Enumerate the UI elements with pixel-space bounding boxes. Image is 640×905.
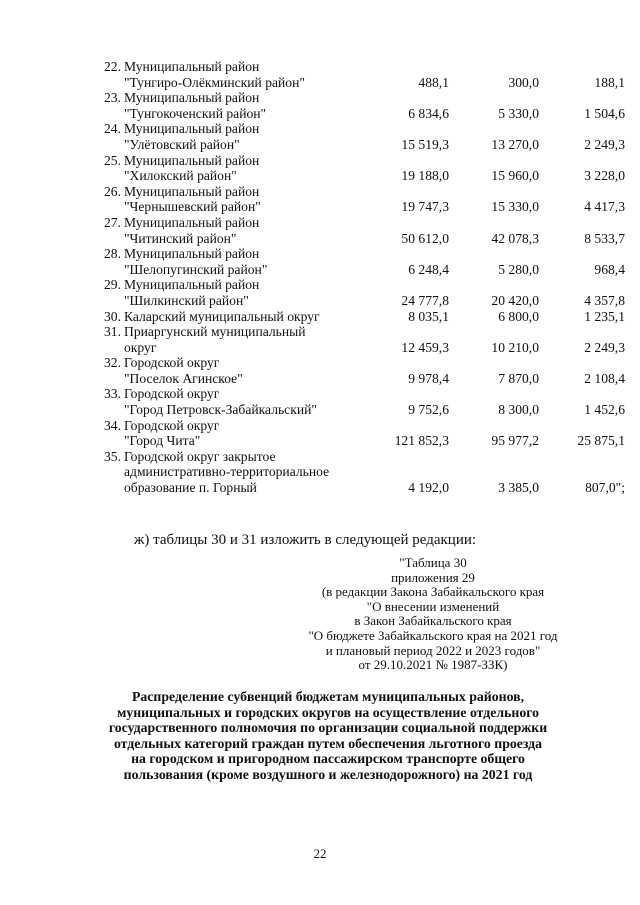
row-number: 30. (104, 308, 121, 324)
amendment-intro: ж) таблицы 30 и 31 изложить в следующей редакции: (134, 532, 477, 548)
table-row (96, 246, 625, 277)
row-value-2: 7 870,0 (498, 370, 539, 386)
page-number: 22 (313, 846, 327, 861)
row-value-2: 20 420,0 (491, 292, 539, 308)
table-row (96, 153, 625, 184)
row-value-1: 19 747,3 (401, 199, 449, 215)
row-number: 31. (104, 324, 121, 340)
heading-line: муниципальных и городских округов на осуществление отдельного (116, 704, 540, 720)
table-row (96, 309, 625, 325)
row-name: Муниципальный район "Шилкинский район" (124, 277, 260, 308)
row-value-3: 4 417,3 (584, 199, 625, 215)
row-value-3: 1 452,6 (584, 402, 625, 418)
row-value-2: 6 800,0 (498, 308, 539, 324)
row-name: Муниципальный район "Тунгиро-Олёкминский район" (124, 59, 305, 90)
row-value-2: 15 330,0 (491, 199, 539, 215)
table-row (96, 184, 625, 215)
row-number: 23. (104, 90, 121, 106)
caption-line: (в редакции Закона Забайкальского края (321, 584, 545, 600)
row-name: Муниципальный район "Чернышевский район" (124, 183, 261, 215)
row-value-1: 9 978,4 (408, 370, 449, 386)
row-value-2: 5 330,0 (498, 105, 539, 121)
row-value-1: 15 519,3 (401, 136, 449, 152)
row-number: 32. (104, 355, 121, 371)
table-row (96, 215, 625, 246)
row-number: 25. (104, 152, 121, 168)
row-name: Городской округ "Город Чита" (124, 417, 220, 449)
row-number: 34. (104, 417, 121, 433)
row-name: Муниципальный район "Тунгокоченский район" (124, 90, 267, 121)
row-value-2: 300,0 (508, 74, 539, 90)
caption-line: "О внесении изменений (366, 598, 500, 614)
row-value-1: 9 752,6 (408, 402, 449, 418)
row-value-3: 188,1 (594, 74, 625, 90)
row-number: 28. (104, 246, 121, 262)
row-number: 27. (104, 214, 121, 230)
row-name: Приаргунский муниципальный округ (124, 324, 306, 355)
row-value-3: 2 249,3 (584, 339, 625, 355)
row-value-2: 15 960,0 (491, 168, 539, 184)
row-number: 24. (104, 121, 121, 137)
row-name: Муниципальный район "Шелопугинский район" (124, 246, 268, 277)
row-value-3: 2 249,3 (584, 136, 625, 152)
subvention-table (96, 59, 625, 496)
caption-line: в Закон Забайкальского края (354, 613, 512, 629)
table-row (96, 449, 625, 496)
row-name: Городской округ "Поселок Агинское" (124, 355, 243, 386)
table-row (96, 59, 625, 90)
table-row (96, 324, 625, 355)
caption-line: приложения 29 (391, 569, 475, 585)
row-value-3: 3 228,0 (584, 168, 625, 184)
row-value-1: 488,1 (418, 74, 449, 90)
row-value-1: 4 192,0 (408, 480, 449, 496)
table-row (96, 355, 625, 386)
heading-line: на городском и пригородном пассажирском транспорте общего (131, 751, 525, 767)
row-value-2: 42 078,3 (491, 230, 539, 246)
row-number: 22. (104, 59, 121, 74)
caption-line: от 29.10.2021 № 1987-ЗЗК) (358, 657, 508, 673)
table-heading (90, 689, 566, 783)
row-value-3: 2 108,4 (584, 370, 625, 386)
table-row (96, 386, 625, 417)
heading-line: отдельных категорий граждан путем обеспечения льготного проезда (113, 735, 543, 751)
row-number: 33. (104, 386, 121, 402)
row-value-1: 24 777,8 (401, 292, 449, 308)
row-value-3: 1 235,1 (584, 308, 625, 324)
subvention-table-body (96, 59, 625, 496)
row-name: Муниципальный район "Читинский район" (124, 214, 260, 246)
row-value-3: 968,4 (594, 261, 625, 277)
row-value-1: 121 852,3 (394, 433, 449, 449)
row-value-1: 6 834,6 (408, 105, 449, 121)
row-value-1: 8 035,1 (408, 308, 449, 324)
caption-line: и плановый период 2022 и 2023 годов" (325, 642, 541, 658)
table-caption (268, 556, 598, 673)
row-value-2: 10 210,0 (491, 339, 539, 355)
row-number: 35. (104, 448, 121, 464)
table-row (96, 90, 625, 121)
row-name: Каларский муниципальный округ (124, 308, 320, 324)
caption-line: "Таблица 30 (399, 555, 467, 570)
row-value-2: 5 280,0 (498, 261, 539, 277)
row-value-3: 25 875,1 (577, 433, 625, 449)
table-row (96, 121, 625, 152)
row-value-3: 807,0"; (585, 480, 625, 496)
heading-line: Распределение субвенций бюджетам муниципальных районов, (131, 689, 525, 704)
row-name: Городской округ "Город Петровск-Забайкальский" (124, 386, 317, 418)
heading-line: государственного полномочия по организации социальной поддержки (108, 720, 548, 736)
row-name: Муниципальный район "Улётовский район" (124, 121, 260, 152)
row-number: 26. (104, 183, 121, 199)
row-value-1: 12 459,3 (401, 339, 449, 355)
row-number: 29. (104, 277, 121, 293)
row-value-3: 8 533,7 (584, 230, 625, 246)
row-name: Городской округ закрытое административно-территориальное образование п. Горный (124, 448, 330, 496)
row-name: Муниципальный район "Хилокский район" (124, 152, 260, 184)
row-value-2: 8 300,0 (498, 402, 539, 418)
row-value-2: 13 270,0 (491, 136, 539, 152)
row-value-2: 3 385,0 (498, 480, 539, 496)
heading-line: пользования (кроме воздушного и железнодорожного) на 2021 год (123, 766, 533, 782)
row-value-3: 4 357,8 (584, 292, 625, 308)
table-row (96, 277, 625, 308)
row-value-1: 6 248,4 (408, 261, 449, 277)
row-value-2: 95 977,2 (491, 433, 539, 449)
row-value-1: 19 188,0 (401, 168, 449, 184)
row-value-1: 50 612,0 (401, 230, 449, 246)
row-value-3: 1 504,6 (584, 105, 625, 121)
table-row (96, 418, 625, 449)
caption-line: "О бюджете Забайкальского края на 2021 год (308, 627, 558, 643)
